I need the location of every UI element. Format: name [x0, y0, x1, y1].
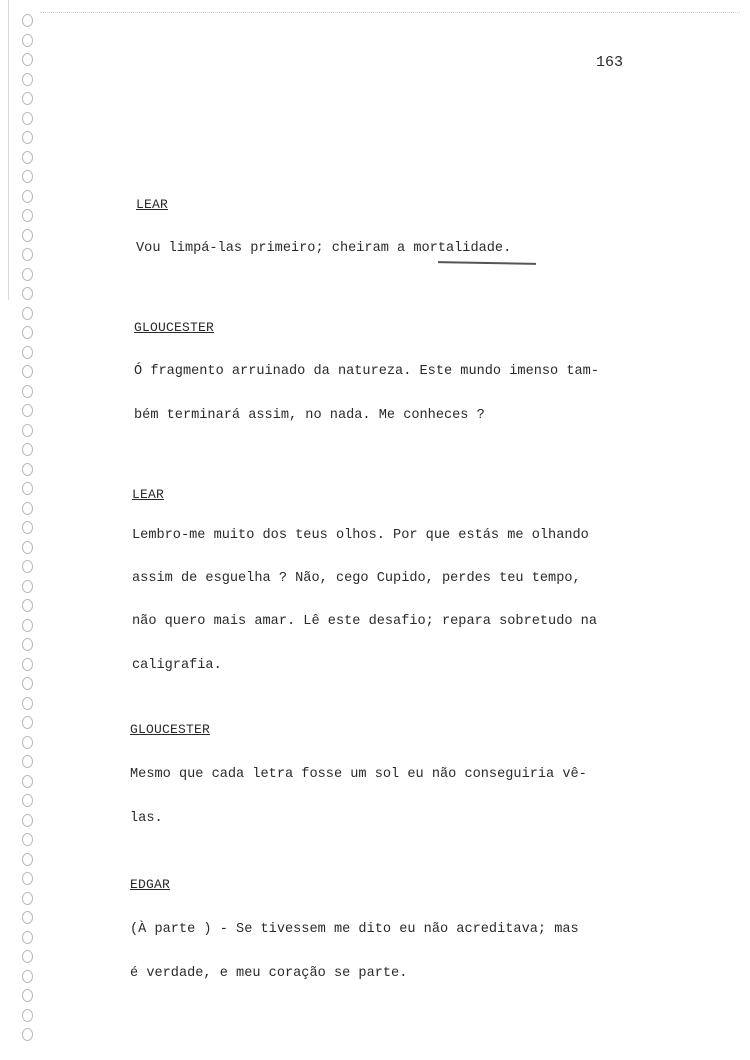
binder-hole — [22, 443, 33, 456]
binder-hole — [22, 385, 33, 398]
binding-edge — [8, 0, 9, 300]
speaker-name: LEAR — [132, 487, 165, 502]
binder-hole — [22, 1028, 33, 1041]
binder-hole — [22, 521, 33, 534]
binder-hole — [22, 1009, 33, 1022]
binder-hole — [22, 872, 33, 885]
binder-hole — [22, 170, 33, 183]
binder-hole — [22, 697, 33, 710]
binder-hole — [22, 502, 33, 515]
binder-hole — [22, 794, 33, 807]
binder-hole — [22, 326, 33, 339]
binder-hole — [22, 638, 33, 651]
binder-hole — [22, 53, 33, 66]
binder-hole — [22, 814, 33, 827]
binder-hole — [22, 775, 33, 788]
dialogue-line: (À parte ) - Se tivessem me dito eu não acreditava; mas — [130, 922, 579, 937]
binder-hole — [22, 34, 33, 47]
binder-hole — [22, 677, 33, 690]
binder-hole — [22, 853, 33, 866]
binder-hole — [22, 833, 33, 846]
binder-hole — [22, 892, 33, 905]
binder-hole — [22, 248, 33, 261]
dialogue-line: não quero mais amar. Lê este desafio; repara sobretudo na — [132, 614, 597, 629]
speaker-name: GLOUCESTER — [130, 722, 211, 737]
dialogue-line: Vou limpá-las primeiro; cheiram a mortalidade. — [136, 241, 512, 256]
binder-hole — [22, 151, 33, 164]
binder-hole — [22, 229, 33, 242]
top-dotted-edge — [40, 12, 740, 13]
binder-hole — [22, 482, 33, 495]
binder-hole — [22, 14, 33, 27]
binder-holes — [22, 0, 42, 1060]
pen-underline-mark — [438, 261, 536, 265]
binder-hole — [22, 73, 33, 86]
binder-hole — [22, 112, 33, 125]
binder-hole — [22, 541, 33, 554]
binder-hole — [22, 268, 33, 281]
dialogue-line: é verdade, e meu coração se parte. — [130, 966, 408, 981]
dialogue-line: las. — [130, 811, 163, 826]
binder-hole — [22, 463, 33, 476]
binder-hole — [22, 736, 33, 749]
binder-hole — [22, 580, 33, 593]
binder-hole — [22, 716, 33, 729]
speaker-name: LEAR — [136, 197, 169, 212]
dialogue-line: bém terminará assim, no nada. Me conheces ? — [134, 408, 485, 423]
binder-hole — [22, 989, 33, 1002]
dialogue-line: Lembro-me muito dos teus olhos. Por que estás me olhando — [132, 528, 589, 543]
binder-hole — [22, 970, 33, 983]
binder-hole — [22, 619, 33, 632]
binder-hole — [22, 560, 33, 573]
speaker-name: EDGAR — [130, 877, 171, 892]
binder-hole — [22, 599, 33, 612]
binder-hole — [22, 365, 33, 378]
binder-hole — [22, 911, 33, 924]
binder-hole — [22, 190, 33, 203]
speaker-name: GLOUCESTER — [134, 320, 215, 335]
dialogue-line: assim de esguelha ? Não, cego Cupido, perdes teu tempo, — [132, 571, 581, 586]
binder-hole — [22, 404, 33, 417]
dialogue-line: caligrafia. — [132, 658, 222, 673]
binder-hole — [22, 424, 33, 437]
binder-hole — [22, 755, 33, 768]
dialogue-line: Ó fragmento arruinado da natureza. Este mundo imenso tam- — [134, 364, 599, 379]
page-number: 163 — [596, 54, 624, 71]
binder-hole — [22, 346, 33, 359]
binder-hole — [22, 658, 33, 671]
binder-hole — [22, 209, 33, 222]
binder-hole — [22, 950, 33, 963]
binder-hole — [22, 131, 33, 144]
dialogue-line: Mesmo que cada letra fosse um sol eu não conseguiria vê- — [130, 767, 587, 782]
binder-hole — [22, 92, 33, 105]
binder-hole — [22, 931, 33, 944]
binder-hole — [22, 307, 33, 320]
binder-hole — [22, 287, 33, 300]
